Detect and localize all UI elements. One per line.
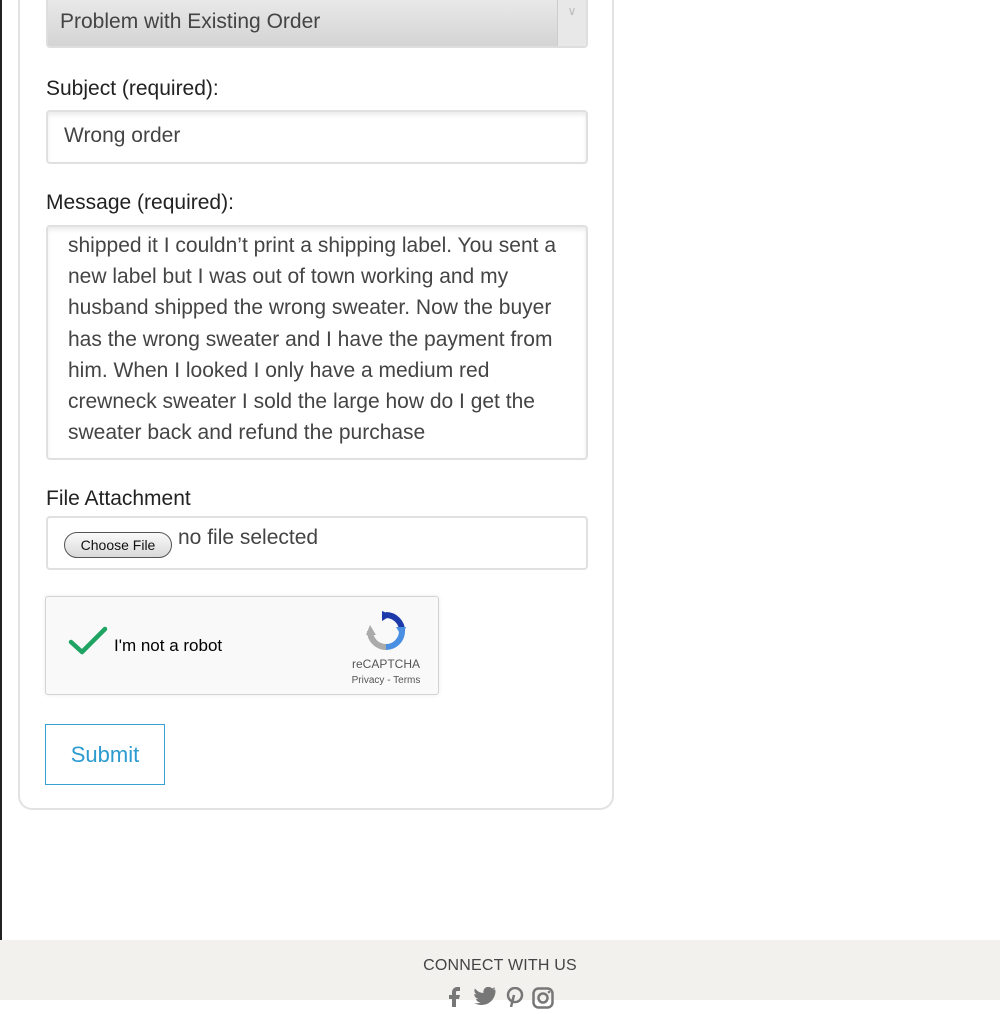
recaptcha-logo-icon [366, 611, 406, 656]
checkmark-icon[interactable] [68, 625, 108, 662]
recaptcha-widget [45, 596, 439, 695]
message-textarea[interactable] [46, 225, 588, 460]
category-select-value: Problem with Existing Order [60, 10, 321, 33]
pinterest-icon[interactable] [506, 987, 524, 1007]
category-select[interactable] [46, 0, 588, 48]
footer [0, 940, 1000, 1000]
subject-label: Subject (required): [46, 77, 219, 100]
page-left-edge [0, 0, 2, 940]
recaptcha-privacy-terms-links[interactable]: Privacy - Terms [351, 675, 421, 686]
instagram-icon[interactable] [532, 987, 554, 1007]
subject-value: Wrong order [64, 124, 181, 147]
file-attachment-field [46, 516, 588, 570]
submit-button[interactable]: Submit [45, 724, 165, 785]
chevron-down-icon: ∨ [557, 0, 586, 46]
choose-file-button[interactable]: Choose File [64, 532, 172, 558]
message-label: Message (required): [46, 191, 234, 214]
footer-title: CONNECT WITH US [423, 957, 577, 974]
message-value: shipped it I couldn’t print a shipping label. You sent a new label but I was out of town working and my husband shipped the wrong sweater. Now the buyer has the wrong sweater and I have the payment from him. When I looked I only have a medium red crewneck sweater I sold the large how do I get the sweater back and refund the purchase [68, 234, 557, 445]
facebook-icon[interactable] [448, 987, 462, 1007]
file-status-text: no file selected [178, 526, 319, 549]
recaptcha-label: I'm not a robot [114, 636, 223, 655]
file-attachment-label: File Attachment [46, 487, 191, 510]
subject-input[interactable] [46, 110, 588, 164]
recaptcha-brand: reCAPTCHA [351, 657, 420, 671]
twitter-icon[interactable] [474, 987, 496, 1007]
